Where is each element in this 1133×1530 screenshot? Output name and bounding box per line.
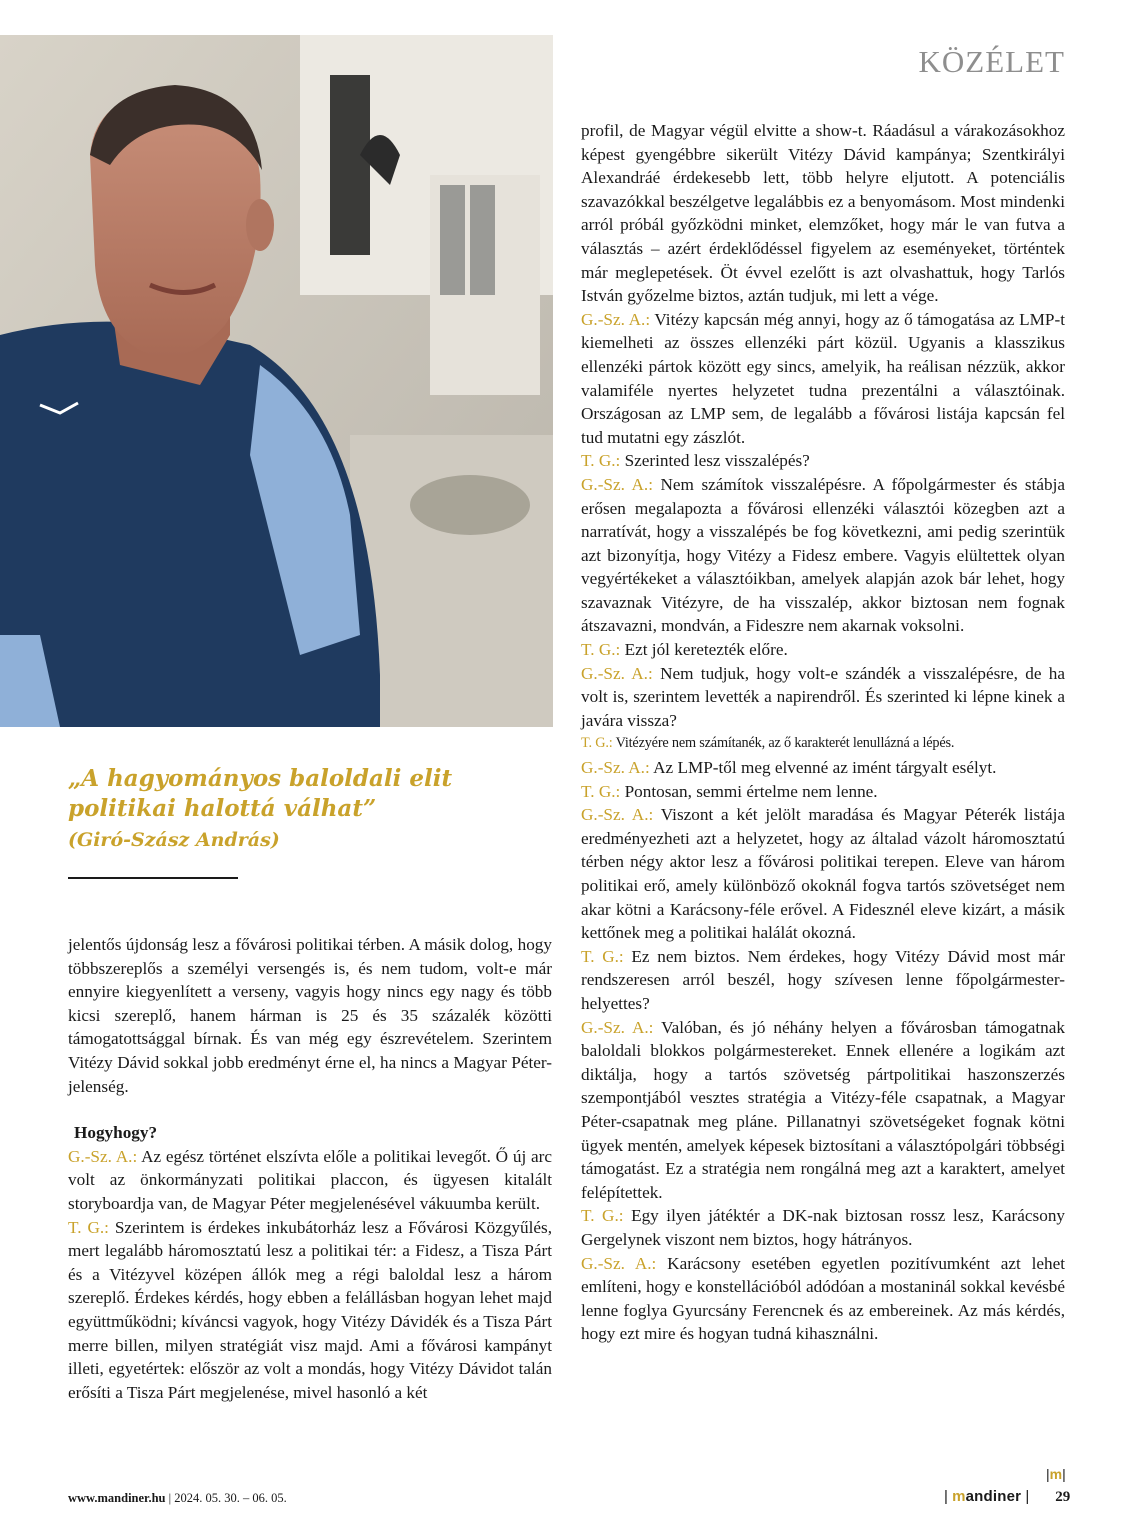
interviewee-photo [0,35,553,727]
interview-turn [581,945,1065,1016]
interview-turn [581,308,1065,450]
interview-turn [581,732,1065,756]
speaker-label: T. G.: [68,1217,109,1237]
interview-turn [68,1216,552,1405]
speaker-label: G.-Sz. A.: [581,1017,654,1037]
end-mark: |m| [1046,1466,1066,1482]
turn-text: Nem tudjuk, hogy volt-e szándék a visszalépésre, de ha volt is, szerintem levették a napirendről. És szerinted ki lépne kinek a javára vissza? [581,663,1066,730]
pull-quote-attribution: (Giró-Szász András) [68,829,280,851]
turn-text: Valóban, és jó néhány helyen a fővárosban támogatnak baloldali blokkos polgármestereket. Ennek ellenére a logikám azt diktálja, hogy a tartós szövetség pártpolitikai haszonszerzés szempontjából vesztes stratégia a Vitézy-féle csapatnak, a Magyar Péter-csapatnak meg pláne. Pillanatnyi szövetségeket fognak kötni ügyek mentén, amelyek képesek biztosítani a választópolgári többségi támogatást. Ez a stratégia nem rongálná meg azt a karaktert, amelyet felépítettek. [581,1017,1065,1202]
turn-text: Az egész történet elszívta előle a politikai levegőt. Ő új arc volt az önkormányzati politikai placcon, és ügyesen kitalált storyboardja van, de Magyar Péter megjelenésével vákuumba került. [68,1146,552,1213]
speaker-label: G.-Sz. A.: [581,1253,657,1273]
right-text-column [581,119,1065,1346]
turn-text: Egy ilyen játéktér a DK-nak biztosan rossz lesz, Karácsony Gergelynek viszont nem biztos, hogy hátrányos. [581,1206,1066,1249]
turn-text: Pontosan, semmi értelme nem lenne. [624,781,878,801]
footer-left: www.mandiner.hu | 2024. 05. 30. – 06. 05. [68,1491,287,1505]
interview-turn [581,449,1065,473]
interview-turn [581,638,1065,662]
interview-turn [581,1016,1065,1205]
turn-text: Nem számítok visszalépésre. A főpolgármester és stábja erősen megalapozta a fővárosi ellenzéki választói közegben azt a narratívát, hogy a visszalépés be fog következni, ami pedig szerintük azt bizonyítja, hogy Vitézy a Fidesz embere. Vagyis elültettek olyan vegyértékeket a választóikban, amelyek alapján azok bár lehet, hogy szavaznak Vitézyre, de ha visszalép, akkor biztosan nem fognak átszavazni, mondván, a Fideszre nem akarnak voksolni. [581,474,1066,636]
speaker-label: G.-Sz. A.: [581,309,651,329]
turn-text: Az LMP-től meg elvenné az imént tárgyalt esélyt. [653,758,997,778]
interview-turn [581,803,1065,945]
end-mark-letter: m [1049,1466,1063,1482]
turn-text: Vitézy kapcsán még annyi, hogy az ő támogatása az LMP-t kiemelheti az összes ellenzéki párt közül. Ugyanis a klasszikus ellenzéki pártok között egy sincs, amelyik, ha reálisan nézzük, akkor valamiféle nyertes helyzetet tudna prezentálni a választóinak. Országosan az LMP sem, de legalább a fővárosi listája kapcsán fel tud mutatni egy zászlót. [581,309,1065,447]
turn-text: Karácsony esetében egyetlen pozitívumként azt lehet említeni, hogy e konstellációból adódóan a mostaninál sokkal kevésbé lenne foglya Gyurcsány Ferencnek és az embereinek. Az más kérdés, hogy ezt mire és hogyan tudná kihasználni. [581,1253,1066,1344]
quote-divider [68,877,238,879]
body-paragraph: profil, de Magyar végül elvitte a show-t. Ráadásul a várakozásokhoz képest gyengébbre sikerült Vitézy Dávid kampánya; Szentkirályi Alexandráé érdekesebb lett, több helyre eljutott. A potenciális szavazókkal beszélgetve legalábbis ez a benyomásom. Most mindenki arról próbál győzködni minket, elemzőket, hogy már le van futva a választás – azért érdeklődéssel figyelem az eseményeket, történtek már meglepetések. Öt évvel ezelőtt is azt olvashattuk, hogy Tarlós István győzelme biztos, aztán tudjuk, mi lett a vége. [581,121,1065,306]
turn-text: Vitézyére nem számítanék, az ő karakterét lenullázná a lépés. [615,735,955,752]
interview-turn [581,473,1065,638]
turn-text: Szerintem is érdekes inkubátorház lesz a Fővárosi Közgyűlés, mert legalább háromosztatú lesz a politikai tér: a Fidesz, a Tisza Párt és a Vitézyvel középen állók meg a régi baloldal lesz a három szereplő. Érdekes kérdés, hogy ebben a felállásban hogyan lehet majd együttműködni; kíváncsi vagyok, hogy Vitézy Dávidék és a Tisza Párt merre billen, milyen stratégiát visz majd. Ami a fővárosi kampányt illeti, egyetértek: először az volt a mondás, hogy Vitézy Dávidot talán erősíti a Tisza Párt megjelenése, mivel hasonló a két [68,1217,553,1402]
turn-text: Viszont a két jelölt maradása és Magyar Péterék listája eredményezheti azt a helyzetet, hogy az általad vázolt háromosztatú térben négy aktor lesz a fővárosi politikai terepen. Eleve van három politikai erő, amely különböző okoknál fogva tartós szövetséget nem akar kötni a Karácsony-féle erővel. A Fidesznél eleve kizárt, a másik kettőnek meg a politikai halálát okozná. [581,805,1065,943]
speaker-label: T. G.: [581,640,621,660]
left-text-column [68,933,552,1404]
section-label: KÖZÉLET [918,44,1065,79]
speaker-label: G.-Sz. A.: [581,663,653,683]
speaker-label: G.-Sz. A.: [581,758,650,778]
interview-turn [581,756,1065,780]
body-paragraph: jelentős újdonság lesz a fővárosi politikai térben. A másik dolog, hogy többszereplős a személyi versengés is, és nem tudom, volt-e már ennyire kiegyenlített a verseny, vagyis hogy nincs egy nagy és több kicsi szereplő, hanem hárman is 25 és 35 százalék közötti támogatottsággal bírnak. És van még egy észrevételem. Szerintem Vitézy Dávid sokkal jobb eredményt érne el, ha nincs a Magyar Péter-jelenség. [68,935,552,1096]
subheading: Hogyhogy? [74,1123,158,1143]
speaker-label: T. G.: [581,1206,624,1226]
pull-quote-text: „A hagyományos baloldali elit politikai halottá válhat” [68,765,453,822]
speaker-label: T. G.: [581,946,624,966]
speaker-label: T. G.: [581,735,613,752]
footer-brand: mandiner [952,1488,1022,1505]
speaker-label: G.-Sz. A.: [581,805,654,825]
turn-text: Ez nem biztos. Nem érdekes, hogy Vitézy Dávid most már rendszeresen arról beszél, hogy szívesen lenne főpolgármester-helyettes? [581,946,1065,1013]
interview-turn [68,1145,552,1216]
speaker-label: G.-Sz. A.: [581,474,653,494]
speaker-label: G.-Sz. A.: [68,1146,138,1166]
interview-turn [581,780,1065,804]
turn-text: Ezt jól keretezték előre. [624,640,788,660]
turn-text: Szerinted lesz visszalépés? [624,451,810,471]
speaker-label: T. G.: [581,781,621,801]
interview-turn [581,1252,1065,1346]
speaker-label: T. G.: [581,451,621,471]
interview-turn [581,662,1065,733]
footer-url[interactable]: www.mandiner.hu [68,1491,166,1505]
page-number: 29 [1055,1489,1071,1505]
interview-turn [581,1204,1065,1251]
footer-date: 2024. 05. 30. – 06. 05. [174,1491,287,1505]
pull-quote [68,764,488,854]
footer-right: | mandiner | 29 [944,1488,1071,1505]
